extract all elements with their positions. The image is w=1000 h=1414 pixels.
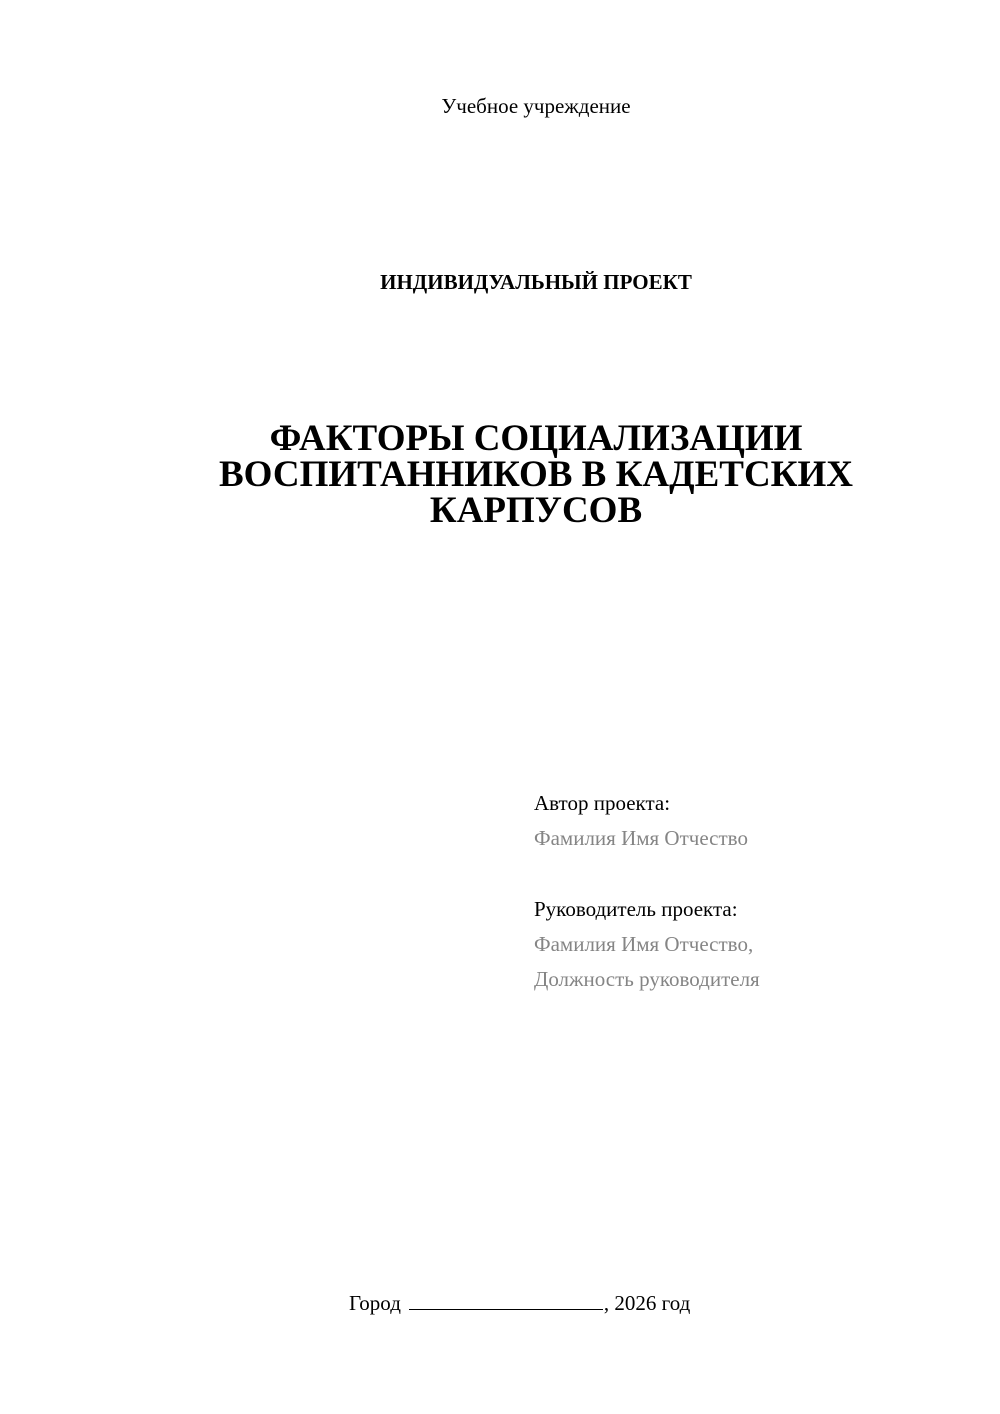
- author-label: Автор проекта:: [534, 791, 671, 815]
- supervisor-label: Руководитель проекта:: [534, 897, 738, 921]
- project-title-line: ВОСПИТАННИКОВ В КАДЕТСКИХ: [218, 454, 854, 495]
- supervisor-position: Должность руководителя: [534, 967, 760, 991]
- author-block: [534, 786, 964, 856]
- document-type: ИНДИВИДУАЛЬНЫЙ ПРОЕКТ: [380, 270, 692, 294]
- project-title-line: КАРПУСОВ: [429, 490, 643, 531]
- project-title-line: ФАКТОРЫ СОЦИАЛИЗАЦИИ: [269, 418, 803, 459]
- year-text: , 2026 год: [603, 1291, 691, 1315]
- city-blank-line: [409, 1289, 603, 1310]
- city-label: Город: [349, 1291, 401, 1315]
- institution-name: Учебное учреждение: [441, 94, 631, 118]
- project-title: [160, 418, 912, 531]
- supervisor-name: Фамилия Имя Отчество,: [534, 932, 754, 956]
- city-year-line: [349, 1289, 690, 1317]
- supervisor-block: [534, 892, 964, 997]
- author-name: Фамилия Имя Отчество: [534, 826, 748, 850]
